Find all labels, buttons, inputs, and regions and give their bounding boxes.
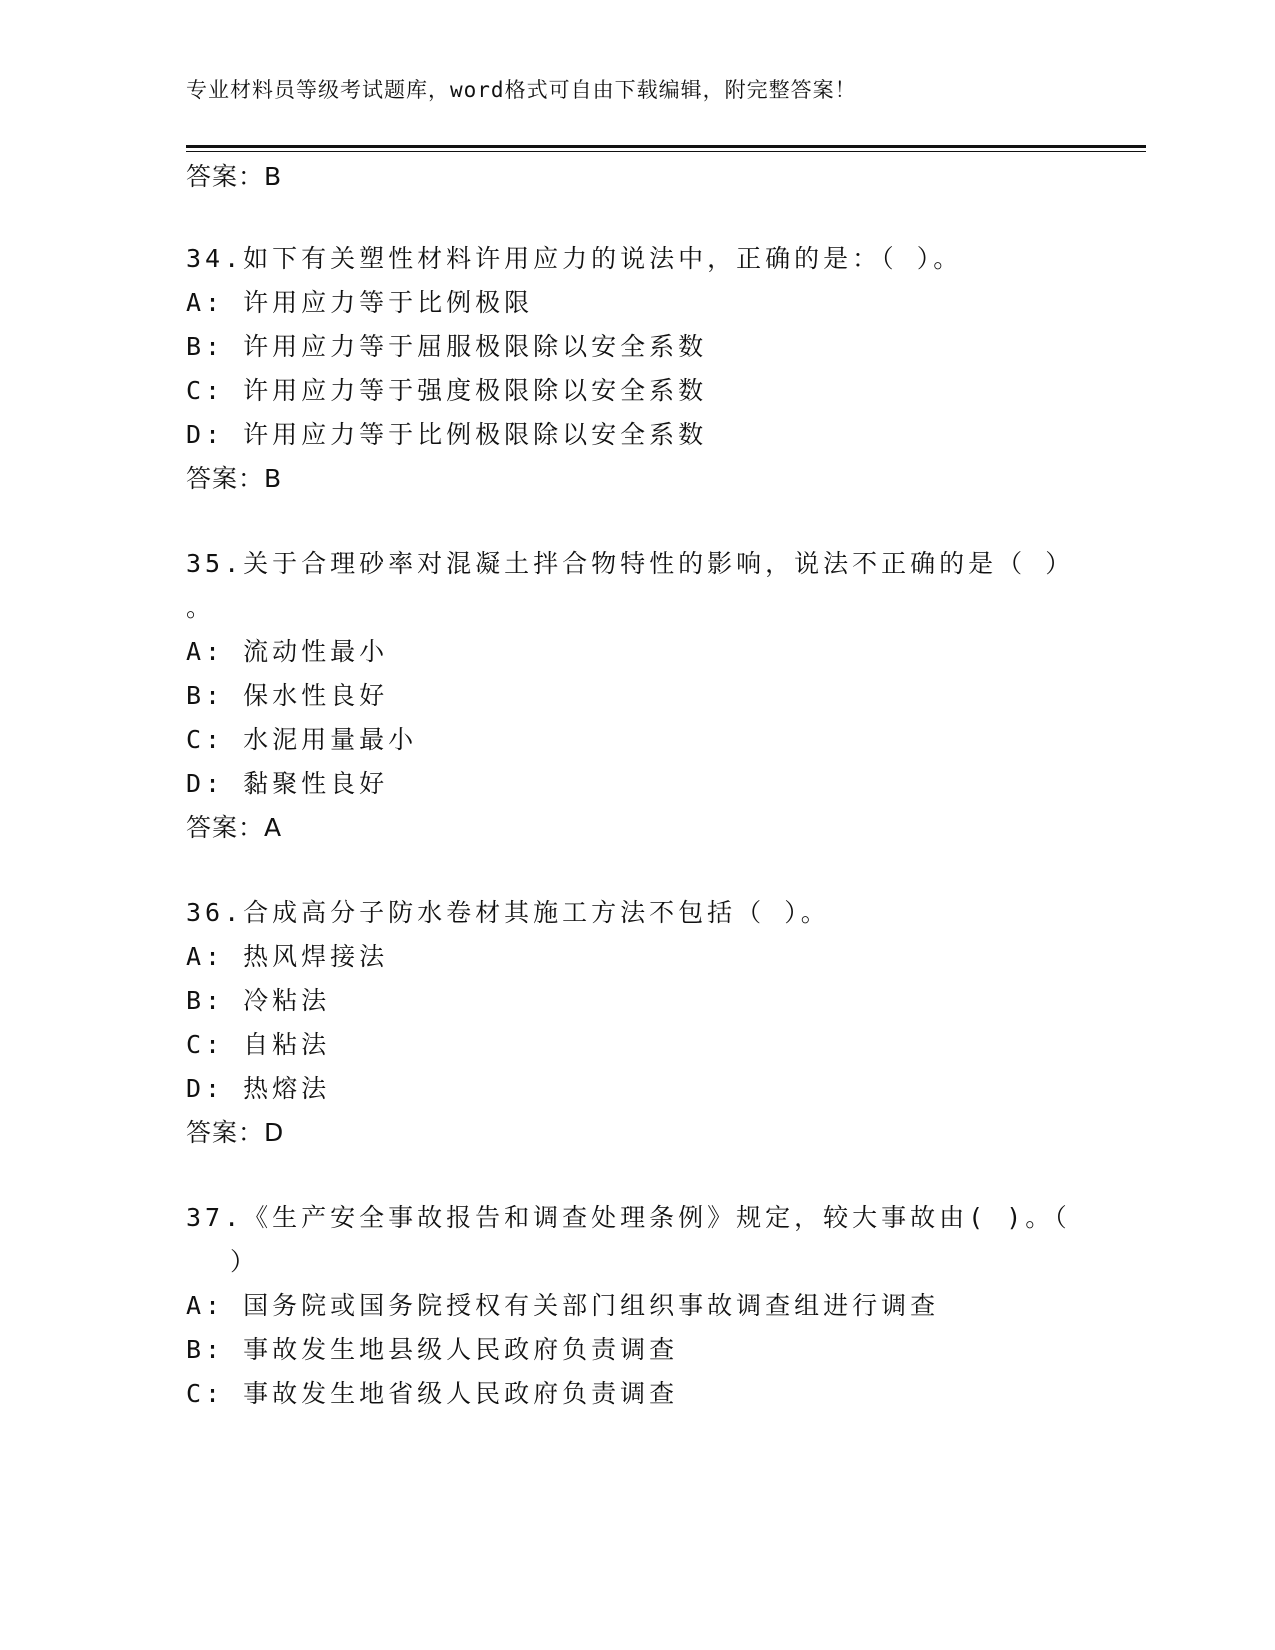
header-rule-thin xyxy=(186,151,1146,152)
question-34-option-a: A: 许用应力等于比例极限 xyxy=(186,288,534,317)
question-34-option-d: D: 许用应力等于比例极限除以安全系数 xyxy=(186,420,708,449)
question-37-option-c: C: 事故发生地省级人民政府负责调查 xyxy=(186,1379,679,1408)
question-36-option-c: C: 自粘法 xyxy=(186,1030,331,1059)
question-34-answer: 答案：B xyxy=(186,464,283,493)
question-35-answer: 答案：A xyxy=(186,813,283,842)
question-36-stem: 36.合成高分子防水卷材其施工方法不包括（ ）。 xyxy=(186,898,830,927)
question-35-stem: 35.关于合理砂率对混凝土拌合物特性的影响，说法不正确的是（ ） xyxy=(186,549,1075,578)
question-35-option-d: D: 黏聚性良好 xyxy=(186,769,389,798)
question-35-stem-cont: 。 xyxy=(186,593,216,622)
question-35-option-b: B: 保水性良好 xyxy=(186,681,389,710)
question-36-option-d: D: 热熔法 xyxy=(186,1074,331,1103)
question-34-option-b: B: 许用应力等于屈服极限除以安全系数 xyxy=(186,332,708,361)
question-37-stem: 37.《生产安全事故报告和调查处理条例》规定，较大事故由( )。（ xyxy=(186,1203,1071,1232)
question-34-option-c: C: 许用应力等于强度极限除以安全系数 xyxy=(186,376,708,405)
answer-prev: 答案：B xyxy=(186,162,283,191)
question-34-stem: 34.如下有关塑性材料许用应力的说法中，正确的是：（ ）。 xyxy=(186,244,963,273)
question-37-option-a: A: 国务院或国务院授权有关部门组织事故调查组进行调查 xyxy=(186,1291,940,1320)
question-37-stem-cont: ） xyxy=(230,1247,260,1276)
question-35-option-c: C: 水泥用量最小 xyxy=(186,725,418,754)
question-36-option-a: A: 热风焊接法 xyxy=(186,942,389,971)
question-36-answer: 答案：D xyxy=(186,1118,285,1147)
question-36-option-b: B: 冷粘法 xyxy=(186,986,331,1015)
page-header: 专业材料员等级考试题库，word格式可自由下载编辑，附完整答案！ xyxy=(186,78,857,102)
question-35-option-a: A: 流动性最小 xyxy=(186,637,389,666)
question-37-option-b: B: 事故发生地县级人民政府负责调查 xyxy=(186,1335,679,1364)
header-rule-thick xyxy=(186,145,1146,148)
